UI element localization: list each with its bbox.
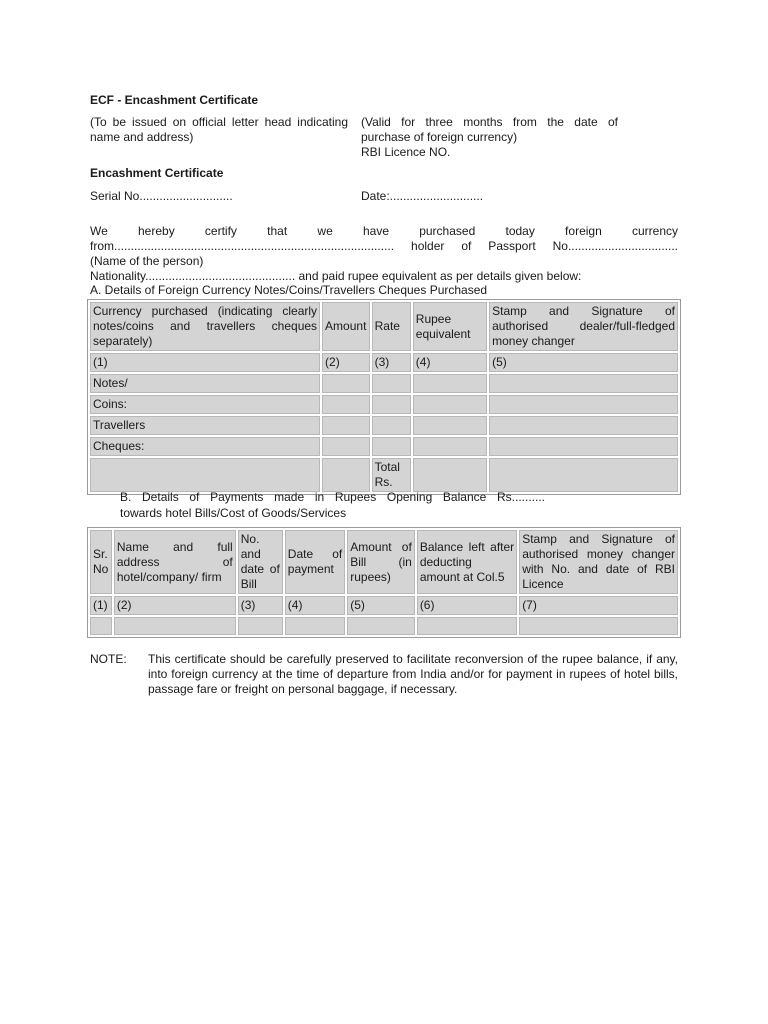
empty-cell <box>322 416 370 435</box>
note-label: NOTE: <box>90 652 127 666</box>
row-label-coins: Coins: <box>90 395 320 414</box>
header-stamp-signature: Stamp and Signature of authorised dealer/full-fledged money changer <box>489 302 678 351</box>
issue-note-line1: (To be issued on official letter head indicating <box>90 115 348 129</box>
col-number: (3) <box>372 353 411 372</box>
empty-cell <box>322 374 370 393</box>
empty-cell <box>519 617 678 635</box>
row-label-travellers: Travellers <box>90 416 320 435</box>
empty-cell <box>489 416 678 435</box>
empty-cell <box>238 617 283 635</box>
total-label: Total Rs. <box>372 458 411 492</box>
empty-cell <box>322 437 370 456</box>
header-rate: Rate <box>372 302 411 351</box>
certify-line4: Nationality............................................. and paid rupee equivalent as per details given below: <box>90 269 582 283</box>
header-amount: Amount <box>322 302 370 351</box>
empty-cell <box>489 458 678 492</box>
payments-table <box>87 527 681 638</box>
empty-cell <box>489 374 678 393</box>
header-amount-of-bill: Amount of Bill (in rupees) <box>347 530 415 594</box>
total-row <box>90 458 678 492</box>
empty-cell <box>489 437 678 456</box>
section-a-heading: A. Details of Foreign Currency Notes/Coins/Travellers Cheques Purchased <box>90 283 488 297</box>
empty-cell <box>285 617 345 635</box>
col-number: (2) <box>114 596 236 615</box>
section-b-line1: B. Details of Payments made in Rupees Opening Balance Rs.......... <box>120 490 545 504</box>
issue-note-line2: name and address) <box>90 130 194 144</box>
header-date-of-payment: Date of payment <box>285 530 345 594</box>
empty-cell <box>90 458 320 492</box>
note-text: This certificate should be carefully preserved to facilitate reconversion of the rupee balance, if any, into foreign currency at the time of departure from India and/or for payment in rupees of hotel bills, passage fare or freight on personal baggage, if necessary. <box>148 652 678 696</box>
table-row <box>90 395 678 414</box>
header-name-address: Name and full address of hotel/company/ firm <box>114 530 236 594</box>
date-field: Date:............................ <box>361 189 484 203</box>
empty-cell <box>413 458 487 492</box>
certify-line3: (Name of the person) <box>90 254 204 268</box>
empty-cell <box>322 395 370 414</box>
certify-line2: from.................................................................................... holder of Passport No................................. <box>90 239 678 253</box>
empty-cell <box>347 617 415 635</box>
col-number: (7) <box>519 596 678 615</box>
col-number: (1) <box>90 596 112 615</box>
col-number: (4) <box>413 353 487 372</box>
header-sr-no: Sr. No <box>90 530 112 594</box>
header-currency-purchased: Currency purchased (indicating clearly notes/coins and travellers cheques separately) <box>90 302 320 351</box>
section-b-line2: towards hotel Bills/Cost of Goods/Services <box>120 506 347 520</box>
col-number: (5) <box>489 353 678 372</box>
document-title: ECF - Encashment Certificate <box>90 93 259 107</box>
table-row <box>90 374 678 393</box>
col-number: (5) <box>347 596 415 615</box>
col-number: (2) <box>322 353 370 372</box>
col-number: (3) <box>238 596 283 615</box>
validity-line1: (Valid for three months from the date of <box>361 115 618 129</box>
certify-line1: We hereby certify that we have purchased today foreign currency <box>90 224 678 238</box>
empty-cell <box>413 416 487 435</box>
empty-cell <box>489 395 678 414</box>
currency-purchase-table <box>87 299 681 495</box>
header-bill-no-date: No. and date of Bill <box>238 530 283 594</box>
col-number: (6) <box>417 596 517 615</box>
empty-cell <box>413 395 487 414</box>
row-label-cheques: Cheques: <box>90 437 320 456</box>
empty-cell <box>372 437 411 456</box>
empty-cell <box>372 374 411 393</box>
header-rupee-equivalent: Rupee equivalent <box>413 302 487 351</box>
certificate-subtitle: Encashment Certificate <box>90 166 224 180</box>
table-row <box>90 416 678 435</box>
col-number: (1) <box>90 353 320 372</box>
empty-cell <box>322 458 370 492</box>
empty-cell <box>372 395 411 414</box>
table-row <box>90 437 678 456</box>
validity-line2: purchase of foreign currency) <box>361 130 518 144</box>
row-label-notes: Notes/ <box>90 374 320 393</box>
empty-cell <box>417 617 517 635</box>
table-row <box>90 617 678 635</box>
empty-cell <box>372 416 411 435</box>
col-number: (4) <box>285 596 345 615</box>
empty-cell <box>114 617 236 635</box>
empty-cell <box>90 617 112 635</box>
serial-no-field: Serial No............................ <box>90 189 233 203</box>
rbi-licence-label: RBI Licence NO. <box>361 145 451 159</box>
header-balance-left: Balance left after deducting amount at Col.5 <box>417 530 517 594</box>
empty-cell <box>413 374 487 393</box>
empty-cell <box>413 437 487 456</box>
header-stamp-signature-rbi: Stamp and Signature of authorised money changer with No. and date of RBI Licence <box>519 530 678 594</box>
